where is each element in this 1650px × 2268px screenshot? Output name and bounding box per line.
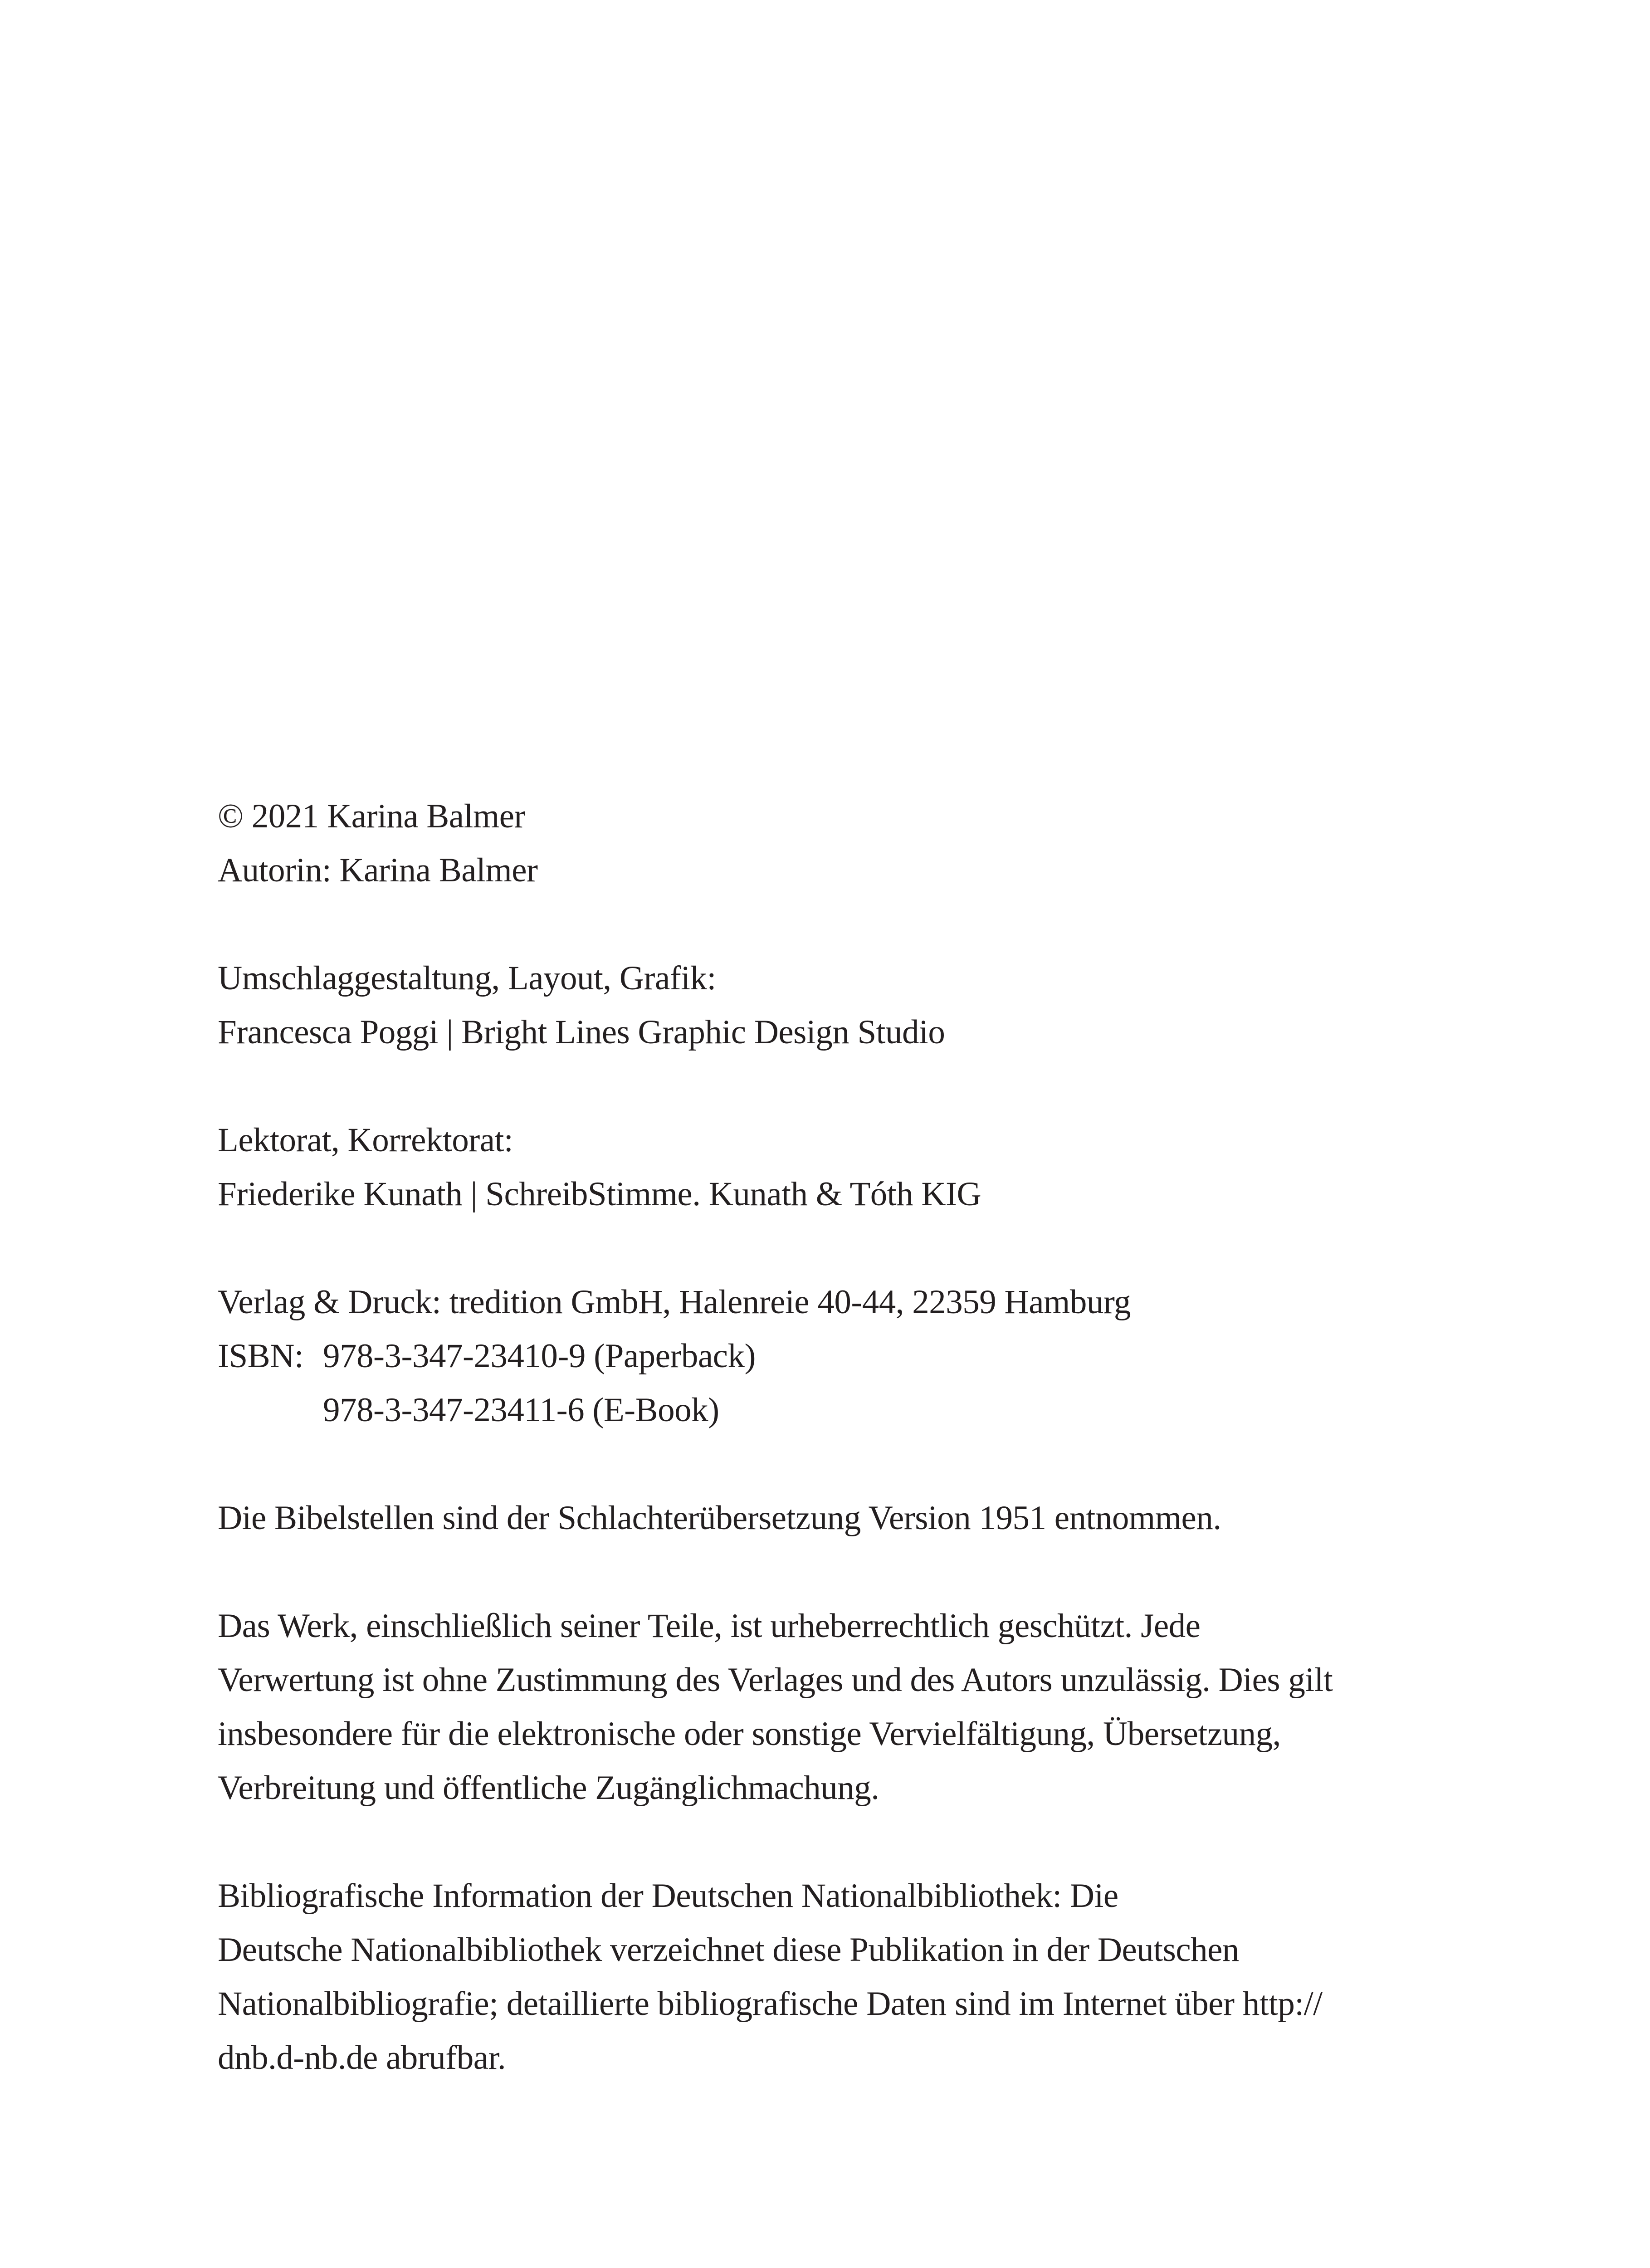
- isbn-paperback: 978-3-347-23410-9 (Paperback): [323, 1337, 756, 1375]
- spacer: [218, 1059, 1442, 1113]
- design-label: Umschlaggestaltung, Layout, Grafik:: [218, 959, 716, 997]
- isbn-row-paperback: [218, 1329, 1442, 1383]
- editing-label: Lektorat, Korrektorat:: [218, 1121, 513, 1159]
- rights-line: Verwertung ist ohne Zustimmung des Verlages und des Autors unzulässig. Dies gilt: [218, 1661, 1333, 1699]
- publisher-section: [218, 1275, 1442, 1437]
- rights-section: [218, 1599, 1442, 1815]
- imprint-block: [218, 789, 1442, 2085]
- rights-line: insbesondere für die elektronische oder sonstige Vervielfältigung, Übersetzung,: [218, 1715, 1281, 1753]
- isbn-row-ebook: [218, 1383, 1442, 1437]
- spacer: [218, 1221, 1442, 1275]
- rights-line: Verbreitung und öffentliche Zugänglichmachung.: [218, 1769, 879, 1807]
- bible-note: Die Bibelstellen sind der Schlachterübersetzung Version 1951 entnommen.: [218, 1499, 1221, 1537]
- bibliographic-line: dnb.d-nb.de abrufbar.: [218, 2039, 506, 2077]
- spacer: [218, 1815, 1442, 1869]
- bibliographic-line: Deutsche Nationalbibliothek verzeichnet diese Publikation in der Deutschen: [218, 1931, 1239, 1969]
- spacer: [218, 1545, 1442, 1599]
- bibliographic-section: [218, 1869, 1442, 2085]
- isbn-label: ISBN:: [218, 1337, 304, 1375]
- copyright-section: [218, 789, 1442, 897]
- spacer: [218, 897, 1442, 951]
- design-credit: Francesca Poggi | Bright Lines Graphic Design Studio: [218, 1013, 945, 1051]
- author-line: Autorin: Karina Balmer: [218, 851, 538, 889]
- bibliographic-line: Nationalbibliografie; detaillierte bibliografische Daten sind im Internet über http://: [218, 1985, 1323, 2023]
- editing-section: [218, 1113, 1442, 1221]
- publisher-line: Verlag & Druck: tredition GmbH, Halenreie 40-44, 22359 Hamburg: [218, 1283, 1131, 1321]
- spacer: [218, 1437, 1442, 1491]
- editing-credit: Friederike Kunath | SchreibStimme. Kunath & Tóth KIG: [218, 1175, 981, 1213]
- bible-note-section: [218, 1491, 1442, 1545]
- rights-line: Das Werk, einschließlich seiner Teile, ist urheberrechtlich geschützt. Jede: [218, 1607, 1201, 1645]
- design-section: [218, 951, 1442, 1059]
- copyright-line: © 2021 Karina Balmer: [218, 797, 526, 835]
- isbn-ebook: 978-3-347-23411-6 (E-Book): [323, 1391, 719, 1429]
- bibliographic-line: Bibliografische Information der Deutschen Nationalbibliothek: Die: [218, 1877, 1118, 1915]
